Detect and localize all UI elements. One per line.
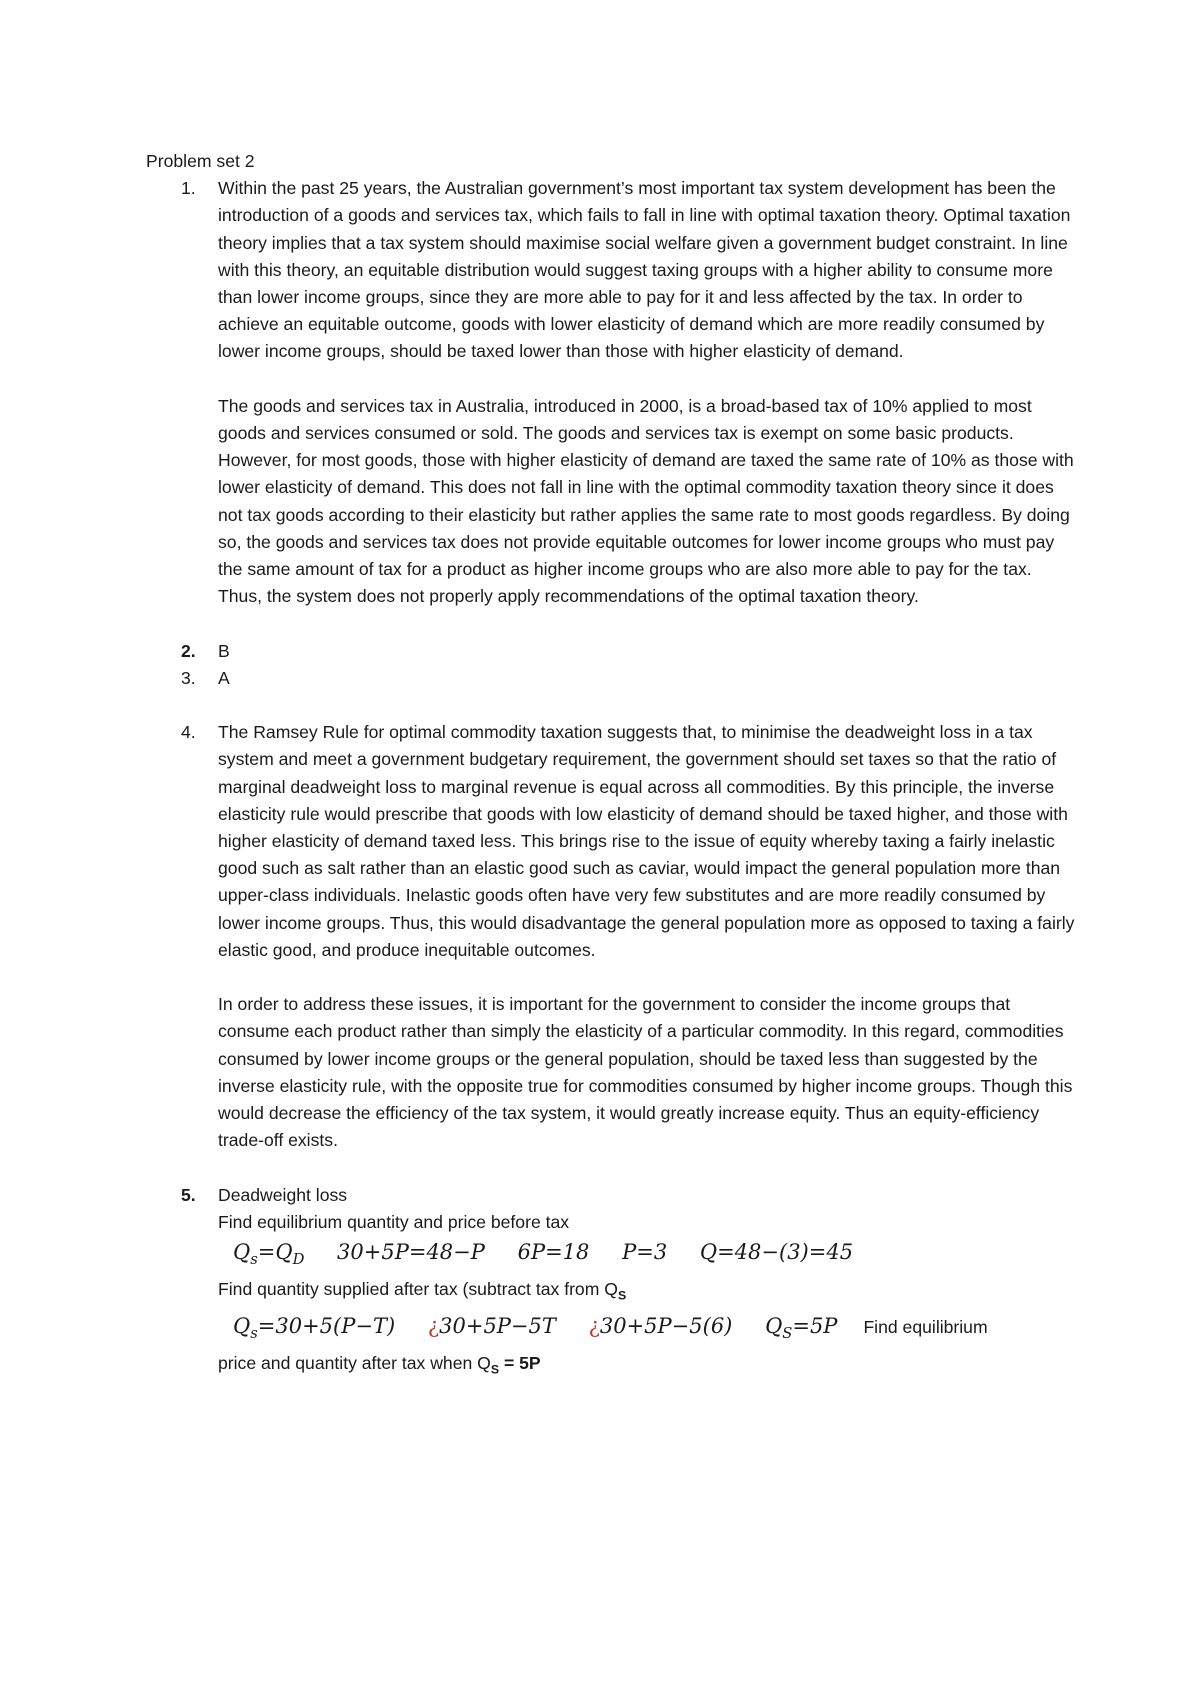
equation: $Q_S=5P$ bbox=[765, 1313, 838, 1343]
equation: P=3 bbox=[622, 1240, 668, 1265]
equation: 6P=18 bbox=[517, 1240, 590, 1265]
question-4-paragraph-1: The Ramsey Rule for optimal commodity taxation suggests that, to minimise the deadweight loss in a tax system and meet a government budgetary requirement, the government should set taxes so that the ratio of marginal deadweight loss to marginal revenue is equal across all commodities. By this principle, the inverse elasticity rule would prescribe that goods with low elasticity of demand should be taxed higher, and those with higher elasticity of demand taxed less. This brings rise to the issue of equity whereby taxing a fairly inelastic good such as salt rather than an elastic good such as caviar, would impact the general population more than upper-class individuals. Inelastic goods often have very few substitutes and are more readily consumed by lower income groups. Thus, this would disadvantage the general population more as opposed to taxing a fairly elastic good, and produce inequitable outcomes. bbox=[218, 722, 1075, 960]
question-5 bbox=[146, 1182, 1076, 1384]
equation: $Q_s=30+5(P-T)$ bbox=[233, 1313, 396, 1343]
equation: ¿30+5P−5T bbox=[427, 1313, 556, 1338]
question-number: 2. bbox=[181, 640, 196, 661]
equation: Q=48−(3)=45 bbox=[699, 1240, 854, 1265]
question-3 bbox=[146, 665, 1076, 692]
question-number: 3. bbox=[181, 667, 196, 688]
question-5-line-3: price and quantity after tax when $Q_S = 5P$ bbox=[218, 1353, 541, 1377]
equation: 30+5P=48−P bbox=[337, 1240, 485, 1265]
question-number: 4. bbox=[181, 722, 196, 743]
question-1-paragraph-2: The goods and services tax in Australia, introduced in 2000, is a broad-based tax of 10% applied to most goods and services consumed or sold. The goods and services tax is exempt on some basic products. However, for most goods, those with higher elasticity of demand are taxed the same rate of 10% as those with lower elasticity of demand. This does not fall in line with the optimal commodity taxation theory since it does not tax goods according to their elasticity but rather applies the same rate to most goods regardless. By doing so, the goods and services tax does not provide equitable outcomes for lower income groups who must pay the same amount of tax for a product as higher income groups who are also more able to pay for the tax. Thus, the system does not properly apply recommendations of the optimal taxation theory. bbox=[218, 395, 1074, 607]
question-2-answer: B bbox=[218, 640, 230, 661]
question-number: 5. bbox=[181, 1184, 196, 1205]
equation-row-2 bbox=[218, 1310, 1076, 1350]
question-4-paragraph-2: In order to address these issues, it is important for the government to consider the income groups that consume each product rather than simply the elasticity of a particular commodity. In this regard, commodities consumed by lower income groups or the general population, should be taxed less than suggested by the inverse elasticity rule, with the opposite true for commodities consumed by higher income groups. Though this would decrease the efficiency of the tax system, it would greatly increase equity. Thus an equity-efficiency trade-off exists. bbox=[218, 994, 1073, 1151]
question-1 bbox=[146, 175, 1076, 610]
question-5-line-1: Find equilibrium quantity and price before tax bbox=[218, 1211, 570, 1232]
equation-row-1 bbox=[218, 1236, 1076, 1276]
question-number: 1. bbox=[181, 178, 196, 199]
question-1-paragraph-1: Within the past 25 years, the Australian government’s most important tax system development has been the introduction of a goods and services tax, which fails to fall in line with optimal taxation theory. Optimal taxation theory implies that a tax system should maximise social welfare given a government budget constraint. In line with this theory, an equitable distribution would suggest taxing groups with a higher ability to consume more than lower income groups, since they are more able to pay for it and less affected by the tax. In order to achieve an equitable outcome, goods with lower elasticity of demand which are more readily consumed by lower income groups, should be taxed lower than those with higher elasticity of demand. bbox=[218, 178, 1071, 362]
equation-tail-text: Find equilibrium bbox=[863, 1316, 988, 1337]
equation: $Q_s=Q_D$ bbox=[233, 1240, 305, 1269]
question-4 bbox=[146, 719, 1076, 1154]
equation: ¿30+5P−5(6) bbox=[588, 1313, 733, 1338]
document-page bbox=[146, 148, 1076, 1384]
question-5-line-2: Find quantity supplied after tax (subtract tax from $Q_S$ bbox=[218, 1279, 627, 1303]
document-title: Problem set 2 bbox=[146, 151, 255, 171]
question-2 bbox=[146, 638, 1076, 665]
question-3-answer: A bbox=[218, 667, 230, 688]
question-5-heading: Deadweight loss bbox=[218, 1184, 348, 1205]
